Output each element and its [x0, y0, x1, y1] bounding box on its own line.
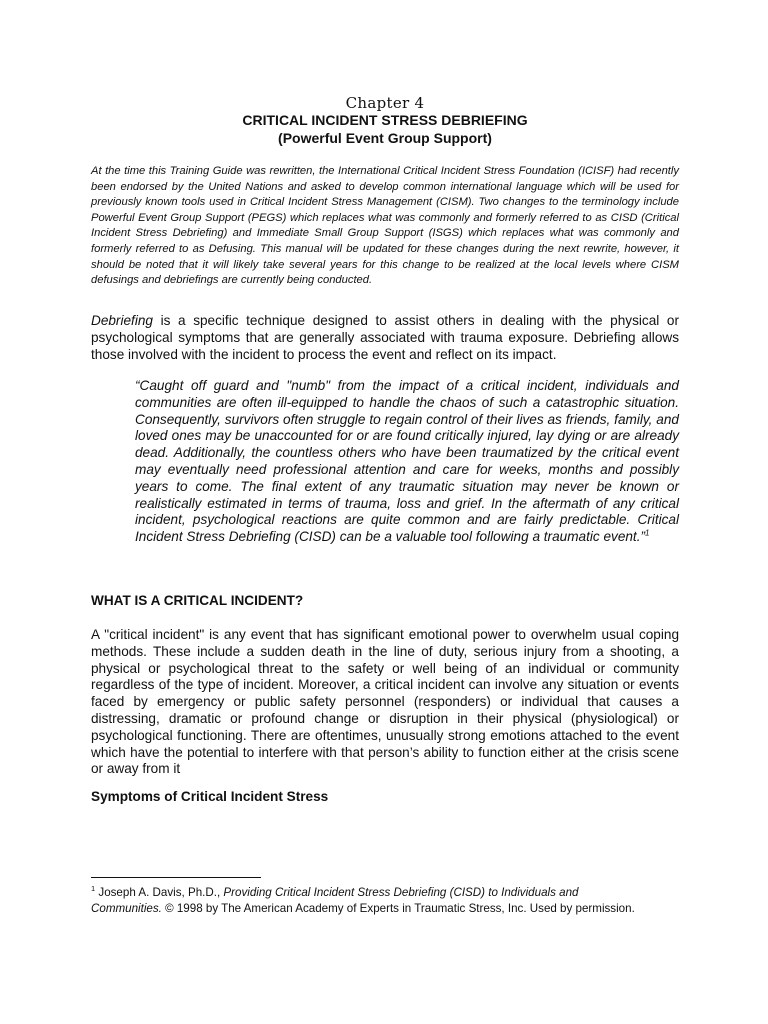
section-heading-critical-incident: WHAT IS A CRITICAL INCIDENT?	[91, 593, 304, 608]
quote-text: “Caught off guard and "numb" from the impact of a critical incident, individuals and communities are often ill-equipped to handle the chaos of such a catastrophic situation. Consequently, survivors often struggle to regain control of their lives as friends, family, and loved ones may be unaccounted for or are found critically injured, lay dying or are already dead. Additionally, the countless others who have been traumatized by the critical event may eventually need professional attention and care for weeks, months and possibly years to come. The final extent of any traumatic situation may never be known or realistically estimated in terms of trauma, loss and grief. In the aftermath of any critical incident, psychological reactions are quite common and are fairly predictable. Critical Incident Stress Debriefing (CISD) can be a valuable tool following a traumatic event.”	[135, 378, 679, 545]
chapter-title: CRITICAL INCIDENT STRESS DEBRIEFING	[242, 112, 528, 128]
footnote-number: 1	[91, 884, 96, 894]
debriefing-paragraph	[91, 313, 679, 363]
chapter-subtitle: (Powerful Event Group Support)	[278, 130, 492, 146]
footnote-work: Providing Critical Incident Stress Debriefing (CISD) to Individuals and Communities.	[91, 886, 579, 915]
critical-incident-paragraph: A "critical incident" is any event that has significant emotional power to overwhelm usual coping methods. These include a sudden death in the line of duty, serious injury from a shooting, a physical or psychological threat to the safety or well being of an individual or community regardless of the type of incident. Moreover, a critical incident can involve any situation or events faced by emergency or public safety personnel (responders) or individual that causes a distressing, dramatic or profound change or disruption in their physical (physiological) or psychological functioning. There are oftentimes, unusually strong emotions attached to the event which have the potential to interfere with that person’s ability to function either at the crisis scene or away from it	[91, 627, 679, 777]
intro-note: At the time this Training Guide was rewritten, the International Critical Incident Stress Foundation (ICISF) had recently been endorsed by the United Nations and asked to develop common international language which will be used for previously known tools used in Critical Incident Stress Management (CISM). Two changes to the terminology include Powerful Event Group Support (PEGS) which replaces what was commonly and formerly referred to as CISD (Critical Incident Stress Debriefing) and Immediate Small Group Support (ISGS) which replaces what was commonly and formerly referred to as Defusing. This manual will be updated for these changes during the next rewrite, however, it should be noted that it will likely take several years for this change to be realized at the local levels where CISM defusings and debriefings are currently being conducted.	[91, 165, 679, 287]
footnote-divider	[91, 877, 261, 878]
debriefing-term: Debriefing	[91, 313, 153, 328]
section-heading-symptoms: Symptoms of Critical Incident Stress	[91, 789, 329, 804]
debriefing-text: is a specific technique designed to assist others in dealing with the physical or psychological symptoms that are generally associated with trauma exposure. Debriefing allows those involved with the incident to process the event and reflect on its impact.	[91, 313, 679, 362]
footnote-author: Joseph A. Davis, Ph.D.,	[95, 886, 224, 899]
footnote-rest: © 1998 by The American Academy of Experts in Traumatic Stress, Inc. Used by permission.	[161, 901, 635, 915]
block-quote	[135, 378, 679, 546]
quote-footnote-ref: 1	[645, 528, 650, 538]
chapter-label: Chapter 4	[345, 94, 425, 112]
footnote	[91, 885, 651, 916]
